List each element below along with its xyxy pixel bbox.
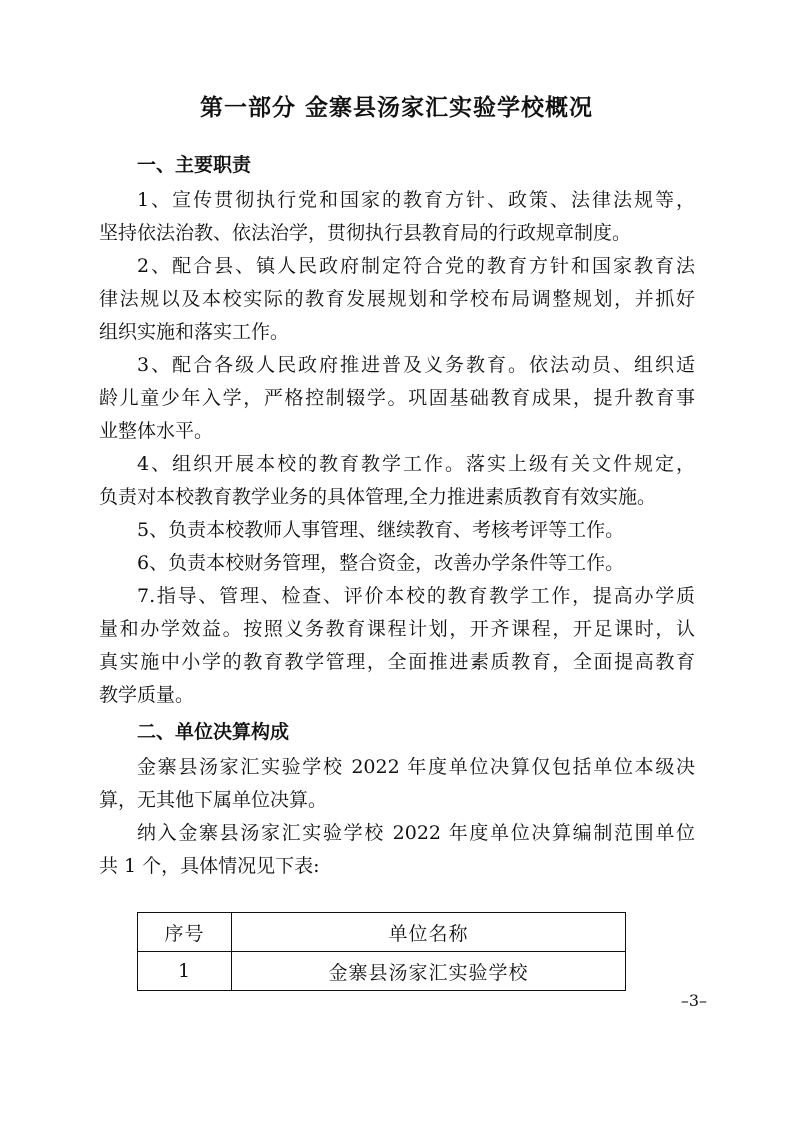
composition-paragraph-1 xyxy=(99,751,695,817)
text-line: 坚持依法治教、依法治学，贯彻执行县教育局的行政规章制度。 xyxy=(99,222,632,244)
text-line: 3、配合各级人民政府推进普及义务教育。依法动员、组织适 xyxy=(137,354,695,376)
text-line: 律法规以及本校实际的教育发展规划和学校布局调整规划，并抓好 xyxy=(99,288,695,310)
text-line: 量和办学效益。按照义务教育课程计划，开齐课程，开足课时，认 xyxy=(99,618,695,640)
text-line: 1、宣传贯彻执行党和国家的教育方针、政策、法律法规等， xyxy=(137,189,695,211)
section-heading-composition: 二、单位决算构成 xyxy=(137,721,290,743)
text-line: 业整体水平。 xyxy=(99,420,214,442)
text-line: 6、负责本校财务管理，整合资金，改善办学条件等工作。 xyxy=(137,552,625,574)
section-heading-duties: 一、主要职责 xyxy=(137,154,252,176)
text-line: 算，无其他下属单位决算。 xyxy=(99,789,328,811)
table-header-row xyxy=(138,913,626,952)
duty-item-6 xyxy=(99,547,695,580)
text-line: 真实施中小学的教育教学管理，全面推进素质教育，全面提高教育 xyxy=(99,651,695,673)
text-line: 5、负责本校教师人事管理、继续教育、考核考评等工作。 xyxy=(137,519,625,541)
table-cell: 金寨县汤家汇实验学校 xyxy=(232,952,626,991)
text-line: 共 1 个，具体情况见下表: xyxy=(99,855,320,877)
text-line: 龄儿童少年入学，严格控制辍学。巩固基础教育成果，提升教育事 xyxy=(99,387,695,409)
table-header-cell: 单位名称 xyxy=(232,913,626,952)
page-title: 第一部分 金寨县汤家汇实验学校概况 xyxy=(199,94,593,121)
composition-paragraph-2 xyxy=(99,817,695,883)
text-line: 金寨县汤家汇实验学校 2022 年度单位决算仅包括单位本级决 xyxy=(137,756,695,778)
duty-item-5 xyxy=(99,514,695,547)
text-line: 负责对本校教育教学业务的具体管理,全力推进素质教育有效实施。 xyxy=(99,486,657,508)
text-line: 纳入金寨县汤家汇实验学校 2022 年度单位决算编制范围单位 xyxy=(137,822,695,844)
text-line: 4、组织开展本校的教育教学工作。落实上级有关文件规定， xyxy=(137,453,695,475)
table-cell: 1 xyxy=(138,952,232,991)
duty-item-4 xyxy=(99,448,695,514)
duty-item-2 xyxy=(99,250,695,349)
text-line: 7.指导、管理、检查、评价本校的教育教学工作，提高办学质 xyxy=(137,585,695,607)
duty-item-3 xyxy=(99,349,695,448)
text-line: 2、配合县、镇人民政府制定符合党的教育方针和国家教育法 xyxy=(137,255,695,277)
page-number: –3– xyxy=(680,991,707,1010)
duty-item-1 xyxy=(99,184,695,250)
table-header-cell: 序号 xyxy=(138,913,232,952)
duty-item-7 xyxy=(99,580,695,712)
text-line: 组织实施和落实工作。 xyxy=(99,321,290,343)
text-line: 教学质量。 xyxy=(99,684,195,706)
unit-table xyxy=(137,912,626,991)
table-row xyxy=(138,952,626,991)
